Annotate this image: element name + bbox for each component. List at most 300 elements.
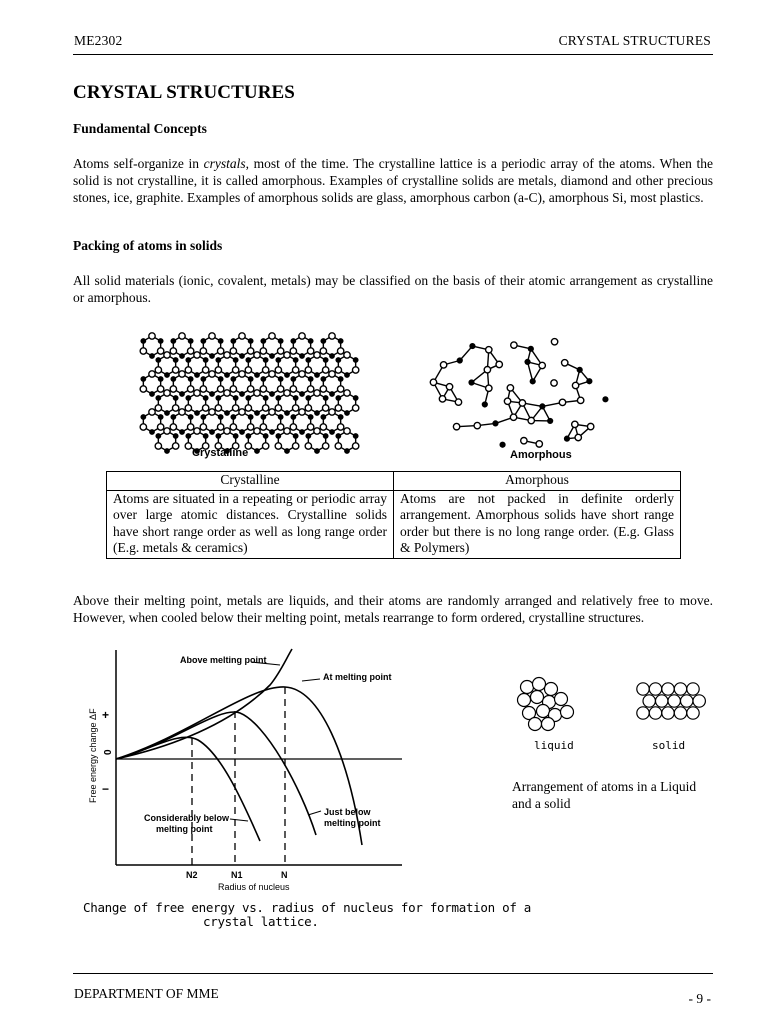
atom-circle [292, 405, 298, 411]
atom-dot [180, 430, 184, 434]
atom-dot [218, 339, 222, 343]
table-cell-crystalline: Atoms are situated in a repeating or periodic array over large atomic distances. Crystalline solids have short range order as well as long range order (E.g. metals & ceramics) [107, 490, 394, 558]
atom-dot [248, 415, 252, 419]
atom-circle [292, 443, 298, 449]
leader-considerably [230, 819, 248, 821]
atom-dot [218, 377, 222, 381]
solid-atom [693, 695, 705, 707]
atom-dot [171, 339, 175, 343]
liquid-atom [542, 718, 555, 731]
atom-circle [559, 399, 565, 405]
page-title: CRYSTAL STRUCTURES [73, 82, 295, 103]
atom-circle [149, 333, 155, 339]
atom-circle [230, 386, 236, 392]
liquid-atoms-drawing [518, 678, 574, 731]
atom-dot [278, 377, 282, 381]
atom-dot [261, 339, 265, 343]
atom-circle [170, 348, 176, 354]
atom-circle [157, 348, 163, 354]
atom-circle [200, 424, 206, 430]
atom-circle [157, 386, 163, 392]
atom-dot [323, 434, 327, 438]
atom-dot [231, 415, 235, 419]
atom-circle [187, 386, 193, 392]
atom-circle [172, 367, 178, 373]
atom-dot [263, 396, 267, 400]
atom-circle [155, 443, 161, 449]
atom-dot [225, 373, 229, 377]
x-tick-n1: N1 [231, 870, 243, 880]
atom-dot [306, 434, 310, 438]
atom-dot [231, 377, 235, 381]
atom-circle [305, 367, 311, 373]
liquid-atom [531, 691, 544, 704]
paragraph-packing: All solid materials (ionic, covalent, metals) may be classified on the basis of their atomic arrangement as crystalline or amorphous. [73, 273, 713, 305]
atom-circle [247, 386, 253, 392]
atom-circle [239, 333, 245, 339]
atom-circle [185, 443, 191, 449]
atom-dot [203, 434, 207, 438]
atom-dot [156, 396, 160, 400]
header-chapter-title: CRYSTAL STRUCTURES [558, 33, 711, 48]
atom-dot [203, 396, 207, 400]
atom-dot [285, 373, 289, 377]
y-axis-label: Free energy change ΔF [88, 708, 98, 803]
atom-circle [335, 405, 341, 411]
atom-dot [186, 396, 190, 400]
atom-circle [284, 428, 290, 434]
atom-circle [344, 428, 350, 434]
atom-circle [164, 390, 170, 396]
leader-just-below [308, 811, 321, 815]
atom-dot [336, 434, 340, 438]
atom-dot [315, 449, 319, 453]
atom-circle [172, 443, 178, 449]
atom-dot [210, 354, 214, 358]
atom-circle [277, 424, 283, 430]
atom-dot [195, 373, 199, 377]
atom-circle [275, 443, 281, 449]
atom-circle [215, 405, 221, 411]
atom-dot [321, 415, 325, 419]
atom-dot [270, 392, 274, 396]
solid-atom [668, 695, 680, 707]
atom-dot [345, 411, 349, 415]
atom-dot [218, 415, 222, 419]
solid-atom [637, 683, 649, 695]
atom-circle [260, 424, 266, 430]
atom-circle [320, 386, 326, 392]
atom-dot [173, 434, 177, 438]
atom-dot [300, 430, 304, 434]
atom-circle [209, 371, 215, 377]
atom-dot [203, 358, 207, 362]
atom-circle [314, 428, 320, 434]
atom-dot [330, 430, 334, 434]
atom-dot [306, 396, 310, 400]
solid-atom [662, 683, 674, 695]
chart-caption-line1: Change of free energy vs. radius of nucleus for formation of a [83, 900, 531, 915]
atom-circle [307, 386, 313, 392]
atom-dot [276, 396, 280, 400]
atom-circle [217, 348, 223, 354]
paragraph-fundamental-part1: Atoms self-organize in [73, 156, 204, 171]
atom-dot [321, 339, 325, 343]
atom-circle [194, 428, 200, 434]
footer-rule [73, 973, 713, 974]
solid-atom [643, 695, 655, 707]
atom-dot [240, 354, 244, 358]
atom-circle [521, 437, 527, 443]
atom-dot [525, 359, 530, 364]
atom-circle [290, 386, 296, 392]
table-header-row [107, 472, 681, 491]
header-rule [73, 54, 713, 55]
atom-dot [482, 402, 487, 407]
atom-dot [353, 434, 357, 438]
atom-circle [209, 409, 215, 415]
atom-circle [230, 348, 236, 354]
atom-circle [496, 361, 502, 367]
atom-circle [200, 348, 206, 354]
atom-circle [572, 421, 578, 427]
y-sign-minus: − [102, 782, 110, 796]
atom-circle [299, 333, 305, 339]
solid-atom [674, 707, 686, 719]
atom-dot [240, 392, 244, 396]
atom-dot [336, 358, 340, 362]
atom-dot [233, 434, 237, 438]
annotation-above-melting: Above melting point [180, 655, 267, 665]
atom-dot [270, 354, 274, 358]
atom-dot [158, 415, 162, 419]
liquid-atom [545, 683, 558, 696]
atom-circle [572, 382, 578, 388]
atom-circle [307, 348, 313, 354]
atom-circle [209, 333, 215, 339]
atom-dot [278, 339, 282, 343]
atom-circle [299, 371, 305, 377]
solid-atom [656, 695, 668, 707]
atom-circle [277, 386, 283, 392]
atom-dot [216, 434, 220, 438]
atom-circle [232, 367, 238, 373]
y-sign-plus: + [102, 708, 110, 722]
atom-dot [201, 415, 205, 419]
atom-dot [261, 377, 265, 381]
atom-circle [200, 386, 206, 392]
atom-dot [263, 434, 267, 438]
atom-circle [155, 367, 161, 373]
footer-department: DEPARTMENT OF MME [74, 986, 219, 1001]
atom-dot [195, 411, 199, 415]
atom-circle [254, 352, 260, 358]
table-cell-amorphous: Atoms are not packed in definite orderly arrangement. Amorphous solids have short range order but there is no long range order. (E.g. Glass & Polymers) [394, 490, 681, 558]
atom-circle [232, 405, 238, 411]
liquid-atom [533, 678, 546, 691]
paragraph-melting: Above their melting point, metals are liquids, and their atoms are randomly arranged and relatively free to move. However, when cooled below their melting point, metals rearrange to form ordered, crystalline structures. [73, 593, 713, 625]
atom-dot [165, 449, 169, 453]
atom-circle [260, 348, 266, 354]
atom-circle [292, 367, 298, 373]
atom-circle [215, 367, 221, 373]
atom-dot [231, 339, 235, 343]
annotation-just-below-1: Just below [324, 807, 371, 817]
atom-dot [353, 396, 357, 400]
atom-dot [150, 430, 154, 434]
atom-circle [577, 397, 583, 403]
atom-circle [140, 386, 146, 392]
atom-circle [217, 424, 223, 430]
atom-dot [330, 354, 334, 358]
atom-dot [285, 411, 289, 415]
atom-circle [352, 405, 358, 411]
atom-circle [254, 390, 260, 396]
atom-circle [337, 348, 343, 354]
atom-circle [194, 390, 200, 396]
atom-circle [217, 386, 223, 392]
solid-atom [674, 683, 686, 695]
annotation-just-below-2: melting point [324, 818, 381, 828]
atom-dot [225, 411, 229, 415]
atom-circle [486, 385, 492, 391]
atom-dot [338, 339, 342, 343]
atom-circle [486, 347, 492, 353]
atom-circle [299, 409, 305, 415]
comparison-table [106, 471, 681, 559]
atom-dot [540, 404, 545, 409]
atom-dot [278, 415, 282, 419]
atom-circle [322, 405, 328, 411]
annotation-considerably-2: melting point [156, 824, 213, 834]
atom-dot [291, 377, 295, 381]
atom-circle [314, 390, 320, 396]
atom-dot [500, 442, 505, 447]
atom-arrangement-figure [515, 675, 715, 735]
atom-dot [246, 396, 250, 400]
atom-dot [308, 377, 312, 381]
atom-circle [247, 424, 253, 430]
atom-dot [141, 377, 145, 381]
atom-circle [170, 424, 176, 430]
atom-circle [254, 428, 260, 434]
solid-atom [687, 707, 699, 719]
atom-circle [290, 348, 296, 354]
atom-dot [603, 397, 608, 402]
atom-dot [345, 373, 349, 377]
atom-dot [345, 449, 349, 453]
atom-circle [224, 390, 230, 396]
atom-circle [202, 367, 208, 373]
atom-dot [173, 396, 177, 400]
atom-circle [440, 362, 446, 368]
atom-circle [474, 422, 480, 428]
atom-circle [562, 360, 568, 366]
atom-circle [446, 384, 452, 390]
atom-circle [329, 371, 335, 377]
atom-dot [493, 421, 498, 426]
atom-arrangement-caption: Arrangement of atoms in a Liquid and a solid [512, 779, 697, 811]
atom-circle [239, 409, 245, 415]
solid-atom [637, 707, 649, 719]
atom-dot [255, 449, 259, 453]
table-row [107, 490, 681, 558]
atom-circle [307, 424, 313, 430]
atom-dot [141, 415, 145, 419]
atom-circle [551, 380, 557, 386]
atom-circle [504, 398, 510, 404]
atom-circle [262, 443, 268, 449]
atom-circle [320, 424, 326, 430]
atom-dot [528, 346, 533, 351]
atom-circle [587, 423, 593, 429]
atom-circle [335, 367, 341, 373]
atom-dot [457, 358, 462, 363]
liquid-atom [561, 706, 574, 719]
atom-circle [275, 405, 281, 411]
atom-dot [158, 339, 162, 343]
atom-dot [165, 373, 169, 377]
solid-atom [681, 695, 693, 707]
atom-circle [335, 443, 341, 449]
atom-circle [140, 424, 146, 430]
atom-circle [453, 423, 459, 429]
atom-dot [315, 373, 319, 377]
atom-circle [322, 443, 328, 449]
atom-circle [269, 409, 275, 415]
table-header-amorphous: Amorphous [394, 472, 681, 491]
atom-dot [336, 396, 340, 400]
atom-dot [216, 358, 220, 362]
atom-circle [507, 385, 513, 391]
atom-circle [155, 405, 161, 411]
atom-dot [158, 377, 162, 381]
atom-dot [300, 392, 304, 396]
atom-circle [575, 434, 581, 440]
atom-circle [230, 424, 236, 430]
atom-dot [293, 358, 297, 362]
atom-dot [186, 358, 190, 362]
atom-circle [179, 371, 185, 377]
atom-circle [224, 352, 230, 358]
atom-circle [539, 362, 545, 368]
atom-circle [344, 390, 350, 396]
crystalline-lattice-drawing [140, 333, 359, 453]
atom-dot [246, 434, 250, 438]
atom-dot [323, 396, 327, 400]
atom-circle [172, 405, 178, 411]
page-number: - 9 - [688, 991, 711, 1006]
atom-dot [210, 392, 214, 396]
amorphous-figure-label: Amorphous [510, 449, 572, 461]
atom-dot [240, 430, 244, 434]
atom-dot [338, 415, 342, 419]
liquid-atom [521, 681, 534, 694]
atom-circle [194, 352, 200, 358]
atom-dot [565, 436, 570, 441]
atom-circle [551, 339, 557, 345]
y-zero-label: 0 [103, 749, 114, 755]
liquid-atom [555, 693, 568, 706]
atom-dot [171, 377, 175, 381]
atom-circle [484, 366, 490, 372]
atom-circle [262, 405, 268, 411]
atom-dot [156, 358, 160, 362]
atom-dot [306, 358, 310, 362]
atom-dot [233, 396, 237, 400]
atom-dot [180, 392, 184, 396]
atom-circle [247, 348, 253, 354]
atom-dot [188, 415, 192, 419]
atom-dot [216, 396, 220, 400]
atom-dot [285, 449, 289, 453]
atom-dot [321, 377, 325, 381]
atom-dot [323, 358, 327, 362]
header-course-code: ME2302 [74, 33, 123, 48]
atom-circle [329, 409, 335, 415]
atom-circle [224, 428, 230, 434]
atom-dot [201, 339, 205, 343]
paragraph-fundamental-part2: , most of the time. The crystalline lattice is a periodic array of the atoms. When the solid is not crystalline, it is called amorphous. Examples of crystalline solids are metals, diamond and other precious stones, ice, graphite. Examples of amorphous solids are glass, amorphous carbon (a-C), amorphous Si, most plastics. [73, 156, 713, 205]
atom-dot [188, 339, 192, 343]
atom-circle [536, 441, 542, 447]
atom-dot [263, 358, 267, 362]
atom-dot [308, 339, 312, 343]
atom-circle [329, 333, 335, 339]
leader-at [302, 679, 320, 681]
atom-dot [548, 419, 553, 424]
atom-dot [210, 430, 214, 434]
atom-circle [269, 333, 275, 339]
annotation-at-melting: At melting point [323, 672, 392, 682]
amorphous-network-drawing [430, 339, 608, 448]
solid-atom [687, 683, 699, 695]
atom-circle [157, 424, 163, 430]
atom-dot [261, 415, 265, 419]
solid-atoms-drawing [637, 683, 706, 719]
atom-circle [439, 396, 445, 402]
atom-circle [262, 367, 268, 373]
atom-circle [140, 348, 146, 354]
atom-circle [284, 390, 290, 396]
atom-dot [255, 411, 259, 415]
atom-dot [186, 434, 190, 438]
atom-dot [165, 411, 169, 415]
atom-dot [577, 367, 582, 372]
atom-dot [171, 415, 175, 419]
atom-circle [322, 367, 328, 373]
solid-label: solid [652, 739, 686, 752]
atom-circle [187, 424, 193, 430]
atom-circle [245, 367, 251, 373]
atom-circle [511, 342, 517, 348]
atom-circle [455, 399, 461, 405]
solid-atom [649, 683, 661, 695]
atom-circle [528, 417, 534, 423]
atom-circle [202, 405, 208, 411]
atom-circle [337, 386, 343, 392]
atom-dot [338, 377, 342, 381]
atom-circle [337, 424, 343, 430]
annotation-considerably-1: Considerably below [144, 813, 230, 823]
atom-circle [352, 443, 358, 449]
atom-dot [248, 377, 252, 381]
atom-circle [344, 352, 350, 358]
paragraph-fundamental-emphasis: crystals [203, 156, 246, 171]
atom-dot [470, 344, 475, 349]
section-heading-packing: Packing of atoms in solids [73, 238, 223, 253]
atom-circle [179, 333, 185, 339]
